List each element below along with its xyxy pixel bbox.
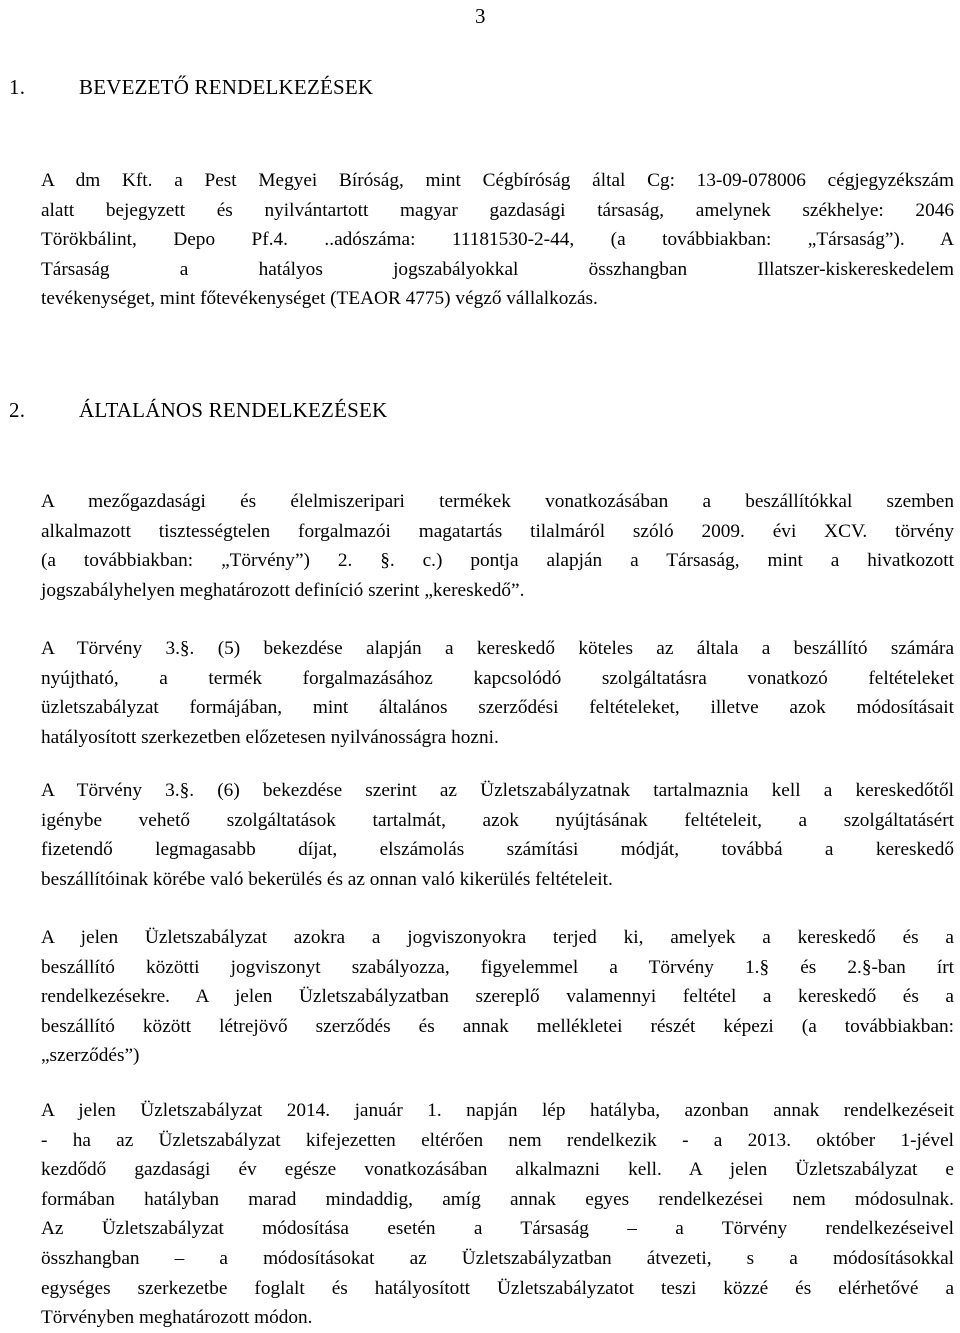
section-1-number: 1. (9, 75, 26, 99)
section-1-heading (9, 74, 373, 100)
text-line: tevékenységet, mint főtevékenységet (TEAOR 4775) végző vállalkozás. (41, 288, 598, 310)
text-line: beszállító között létrejövő szerződés és annak mellékletei részét képezi (a továbbiakban: (41, 1015, 954, 1037)
text-line: A jelen Üzletszabályzat 2014. január 1. napján lép hatályba, azonban annak rendelkezéseit (41, 1100, 954, 1121)
text-line: Társaság a hatályos jogszabályokkal összhangban Illatszer-kiskereskedelem (41, 258, 954, 280)
text-line: jogszabályhelyen meghatározott definíció szerint „kereskedő”. (41, 579, 525, 601)
text-line: Törökbálint, Depo Pf.4. ..adószáma: 11181530-2-44, (a továbbiakban: „Társaság”). A (41, 229, 954, 251)
section-2-heading (9, 397, 387, 423)
text-line: A mezőgazdasági és élelmiszeripari termékek vonatkozásában a beszállítókkal szemben (41, 491, 954, 512)
text-line: A Törvény 3.§. (6) bekezdése szerint az Üzletszabályzatnak tartalmaznia kell a kereskedőtől (41, 780, 954, 801)
text-line: kezdődő gazdasági év egésze vonatkozásában alkalmazni kell. A jelen Üzletszabályzat e (41, 1159, 954, 1181)
page-number: 3 (475, 4, 486, 28)
text-line: fizetendő legmagasabb díjat, elszámolás számítási módját, továbbá a kereskedő (41, 839, 954, 861)
text-line: A dm Kft. a Pest Megyei Bíróság, mint Cégbíróság által Cg: 13-09-078006 cégjegyzékszám (41, 170, 954, 191)
text-line: Az Üzletszabályzat módosítása esetén a Társaság – a Törvény rendelkezéseivel (41, 1218, 954, 1240)
text-line: (a továbbiakban: „Törvény”) 2. §. c.) pontja alapján a Társaság, mint a hivatkozott (41, 550, 954, 572)
section-2-paragraph-4 (41, 923, 954, 1071)
section-2-paragraph-1 (41, 487, 954, 605)
text-line: rendelkezésekre. A jelen Üzletszabályzatban szereplő valamennyi feltétel a kereskedő és a (41, 986, 954, 1008)
section-2-paragraph-5 (41, 1096, 954, 1333)
text-line: alatt bejegyzett és nyilvántartott magyar gazdasági társaság, amelynek székhelye: 2046 (41, 199, 954, 221)
text-line: nyújtható, a termék forgalmazásához kapcsolódó szolgáltatásra vonatkozó feltételeket (41, 667, 954, 689)
text-line: - ha az Üzletszabályzat kifejezetten eltérően nem rendelkezik - a 2013. október 1-jével (41, 1129, 954, 1151)
section-2-number: 2. (9, 398, 26, 422)
text-line: egységes szerkezetbe foglalt és hatályosított Üzletszabályzatot teszi közzé és elérhetővé a (41, 1277, 954, 1299)
text-line: formában hatályban marad mindaddig, amíg annak egyes rendelkezései nem módosulnak. (41, 1188, 954, 1210)
text-line: üzletszabályzat formájában, mint általános szerződési feltételeket, illetve azok módosításait (41, 697, 954, 719)
text-line: igénybe vehető szolgáltatások tartalmát, azok nyújtásának feltételeit, a szolgáltatásért (41, 809, 954, 831)
text-line: Törvényben meghatározott módon. (41, 1307, 313, 1329)
text-line: beszállítóinak körébe való bekerülés és az onnan való kikerülés feltételeit. (41, 868, 613, 890)
text-line: „szerződés”) (41, 1045, 140, 1067)
section-1-title: BEVEZETŐ RENDELKEZÉSEK (79, 75, 374, 99)
section-2-title: ÁLTALÁNOS RENDELKEZÉSEK (79, 398, 388, 422)
text-line: beszállító közötti jogviszonyt szabályozza, figyelemmel a Törvény 1.§ és 2.§-ban írt (41, 956, 954, 978)
section-2-paragraph-2 (41, 634, 954, 752)
text-line: hatályosított szerkezetben előzetesen nyilvánosságra hozni. (41, 726, 499, 748)
text-line: A Törvény 3.§. (5) bekezdése alapján a kereskedő köteles az általa a beszállító számára (41, 638, 954, 659)
section-2-paragraph-3 (41, 776, 954, 894)
section-1-paragraph (41, 166, 954, 314)
text-line: összhangban – a módosításokat az Üzletszabályzatban átvezeti, s a módosításokkal (41, 1247, 954, 1269)
text-line: A jelen Üzletszabályzat azokra a jogviszonyokra terjed ki, amelyek a kereskedő és a (41, 927, 954, 948)
text-line: alkalmazott tisztességtelen forgalmazói magatartás tilalmáról szóló 2009. évi XCV. törvény (41, 520, 954, 542)
